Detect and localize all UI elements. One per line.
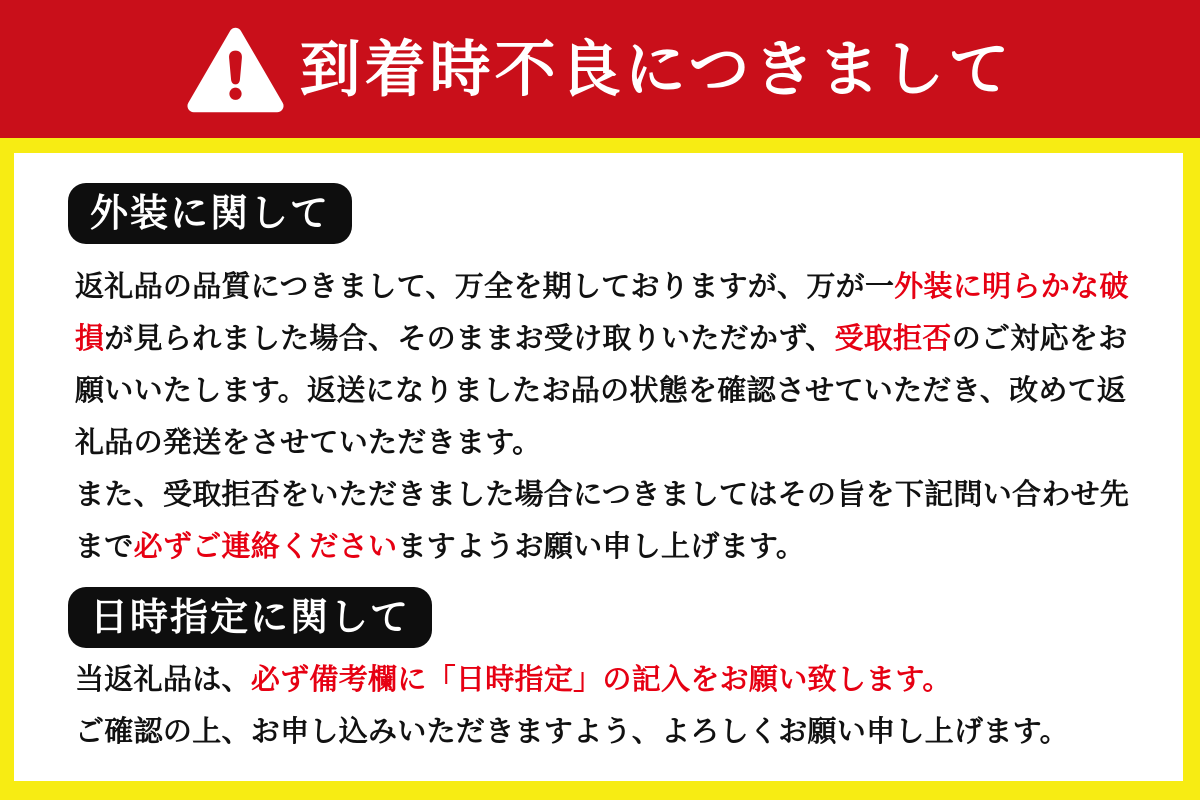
section-packaging-text xyxy=(68,261,1143,573)
text-segment: のご対応をお xyxy=(951,323,1128,355)
text-segment: 返礼品の品質につきまして、万全を期しておりますが、万が一 xyxy=(75,271,895,303)
text-segment: が見られました場合、そのままお受け取りいただかず、 xyxy=(104,323,835,355)
highlight-segment: 必ずご連絡ください xyxy=(133,531,398,563)
section-packaging-badge: 外装に関して xyxy=(68,183,352,244)
text-segment: 願いいたします。返送になりましたお品の状態を確認させていただき、改めて返 xyxy=(75,375,1127,407)
page-title: 到着時不良につきまして xyxy=(299,34,1014,103)
text-segment: また、受取拒否をいただきました場合につきましてはその旨を下記問い合わせ先 xyxy=(75,479,1130,511)
section-packaging-badge-row xyxy=(68,183,1143,244)
content-card xyxy=(14,153,1183,781)
text-line xyxy=(75,313,1143,365)
section-datetime xyxy=(68,587,1143,758)
highlight-segment: 外装に明らかな破 xyxy=(894,271,1129,303)
text-segment: 礼品の発送をさせていただきます。 xyxy=(75,427,542,459)
text-line xyxy=(75,365,1143,417)
text-segment: ご確認の上、お申し込みいただきますよう、よろしくお願い申し上げます。 xyxy=(75,716,1069,748)
highlight-segment: 必ず備考欄に「日時指定」の記入をお願い致します。 xyxy=(250,664,952,696)
highlight-segment: 受取拒否 xyxy=(834,323,952,355)
text-line xyxy=(75,654,1143,706)
section-packaging xyxy=(68,183,1143,573)
warning-triangle-icon xyxy=(187,27,284,113)
text-segment: 当返礼品は、 xyxy=(75,664,251,696)
section-datetime-badge: 日時指定に関して xyxy=(68,587,432,648)
text-line xyxy=(75,417,1143,469)
section-datetime-text xyxy=(68,654,1143,758)
text-segment: まで xyxy=(75,531,134,563)
text-line xyxy=(75,261,1143,313)
text-line xyxy=(75,521,1143,573)
text-line xyxy=(75,469,1143,521)
text-line xyxy=(75,706,1143,758)
text-segment: ますようお願い申し上げます。 xyxy=(397,531,806,563)
highlight-segment: 損 xyxy=(75,323,105,355)
header-banner xyxy=(0,0,1200,138)
section-datetime-badge-row xyxy=(68,587,1143,648)
